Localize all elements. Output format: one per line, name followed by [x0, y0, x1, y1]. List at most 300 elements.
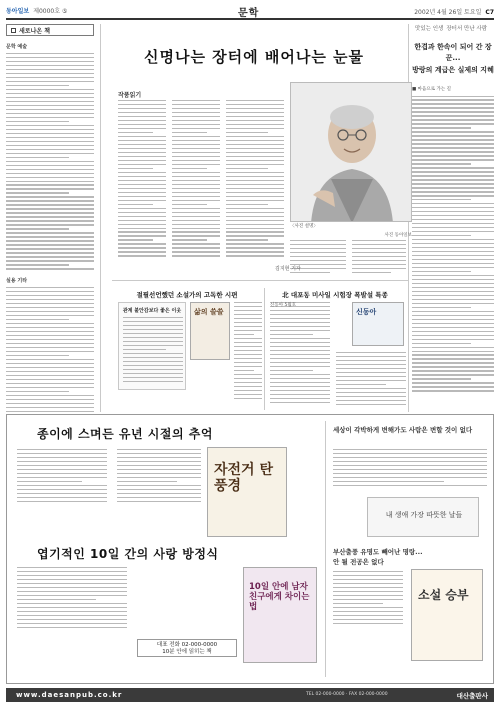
text-line [412, 139, 494, 140]
text-line [336, 356, 406, 357]
text-line [333, 575, 403, 576]
text-line [172, 116, 220, 117]
ad1-text-2 [117, 449, 201, 505]
text-line [226, 112, 284, 113]
text-line [6, 331, 94, 332]
text-line [172, 108, 220, 109]
text-line [6, 260, 94, 261]
text-line [234, 338, 262, 339]
text-line [412, 259, 494, 260]
text-line [118, 156, 166, 157]
text-line [6, 268, 94, 269]
text-line [172, 172, 220, 173]
text-line [412, 279, 494, 280]
text-line [226, 168, 268, 169]
text-line [17, 453, 107, 454]
text-line [412, 123, 494, 124]
issue-number: 제0000호 ⑤ [33, 8, 68, 15]
text-line [6, 216, 94, 217]
text-line [412, 107, 494, 108]
text-line [412, 319, 494, 320]
text-line [123, 349, 166, 350]
text-line [234, 394, 262, 395]
text-line [17, 571, 127, 572]
text-line [172, 104, 220, 105]
row-divider [112, 280, 408, 281]
text-line [226, 172, 284, 173]
text-line [412, 143, 494, 144]
text-line [412, 339, 494, 340]
text-line [118, 116, 166, 117]
text-line [226, 196, 284, 197]
text-line [412, 195, 494, 196]
text-line [172, 220, 220, 221]
text-line [226, 208, 284, 209]
text-line [123, 369, 183, 370]
text-line [226, 148, 284, 149]
text-line [234, 342, 262, 343]
text-line [17, 591, 127, 592]
text-line [270, 346, 330, 347]
text-line [336, 384, 386, 385]
text-line [412, 251, 494, 252]
text-line [118, 140, 166, 141]
text-line [412, 283, 494, 284]
text-line [270, 382, 330, 383]
text-line [352, 268, 406, 269]
text-line [226, 156, 284, 157]
text-line [118, 104, 166, 105]
text-line [352, 248, 406, 249]
text-line [172, 140, 220, 141]
ad-book-cover-1[interactable] [207, 447, 287, 537]
text-line [6, 363, 94, 364]
text-line [172, 144, 220, 145]
text-line [123, 373, 183, 374]
section-title: 문학 [238, 8, 260, 19]
text-line [270, 378, 330, 379]
text-line [17, 579, 127, 580]
text-line [6, 240, 94, 241]
magazine-cover-thumbnail [352, 302, 404, 346]
text-line [118, 120, 166, 121]
text-line [226, 144, 284, 145]
text-line [17, 469, 107, 470]
text-line [6, 311, 94, 312]
sidebox-title: 관계 불안감보다 좋은 이웃 [122, 308, 182, 314]
text-line [412, 167, 494, 168]
text-line [6, 77, 94, 78]
text-line [17, 599, 96, 600]
text-line [333, 599, 403, 600]
text-line [6, 153, 94, 154]
text-line [6, 149, 94, 150]
text-line [226, 231, 284, 232]
text-line [17, 465, 107, 466]
text-line [172, 212, 220, 213]
text-line [6, 137, 94, 138]
text-line [412, 374, 494, 375]
text-line [333, 453, 487, 454]
text-line [118, 208, 166, 209]
text-line [412, 386, 494, 387]
text-line [6, 81, 94, 82]
right-heading-sub: 장터서 만난 사람 [446, 26, 488, 32]
text-line [118, 228, 166, 229]
text-line [234, 366, 262, 367]
text-line [412, 275, 494, 276]
text-line [336, 360, 406, 361]
text-line [336, 352, 406, 353]
text-line [412, 171, 494, 172]
text-line [333, 481, 444, 482]
text-line [17, 567, 127, 568]
text-line [117, 469, 201, 470]
text-line [118, 152, 166, 153]
publisher-tel: TEL 02-000-0000 · FAX 02-000-0000 [306, 692, 388, 697]
ad3-text [333, 449, 487, 491]
text-line [17, 473, 107, 474]
text-line [234, 386, 262, 387]
text-line [6, 133, 94, 134]
middle-left-body [234, 302, 262, 402]
text-line [123, 333, 183, 334]
text-line [6, 69, 94, 70]
middle-sidebox [118, 302, 186, 390]
text-line [6, 335, 94, 336]
text-line [118, 108, 166, 109]
text-line [17, 627, 127, 628]
text-line [17, 485, 107, 486]
sidebox-body [123, 317, 183, 387]
right-column-body [412, 96, 494, 396]
text-line [6, 169, 94, 170]
middle-headline-right: 北 대포동 미사일 시험장 폭발설 특종 [282, 291, 388, 299]
text-line [172, 120, 220, 121]
text-line [333, 449, 487, 450]
text-line [290, 248, 346, 249]
left-column-heading [6, 24, 94, 36]
text-line [412, 235, 471, 236]
text-line [412, 119, 494, 120]
text-line [123, 361, 183, 362]
text-line [6, 173, 94, 174]
text-line [117, 501, 201, 502]
text-line [333, 485, 487, 486]
text-line [118, 204, 153, 205]
text-line [270, 354, 330, 355]
text-line [6, 232, 94, 233]
text-line [6, 264, 69, 265]
text-line [123, 325, 183, 326]
text-line [6, 315, 94, 316]
text-line [412, 255, 494, 256]
ad-book-cover-2[interactable] [243, 567, 317, 663]
text-line [6, 57, 94, 58]
text-line [412, 311, 494, 312]
left-subheading: 문학 예술 [6, 44, 28, 50]
text-line [118, 196, 166, 197]
text-line [172, 243, 220, 244]
text-line [6, 343, 94, 344]
text-line [226, 216, 284, 217]
text-line [226, 120, 284, 121]
text-line [6, 165, 94, 166]
text-line [270, 398, 330, 399]
text-line [234, 398, 262, 399]
text-line [352, 240, 406, 241]
text-line [270, 326, 330, 327]
ad-book-banner-3[interactable] [367, 497, 479, 537]
text-line [234, 358, 262, 359]
text-line [234, 318, 262, 319]
text-line [270, 366, 330, 367]
right-heading-text: 맛있는 인생 [415, 26, 444, 32]
text-line [412, 382, 494, 383]
text-line [412, 239, 494, 240]
ad-book-cover-4[interactable] [411, 569, 483, 661]
text-line [336, 364, 406, 365]
text-line [333, 465, 487, 466]
text-line [6, 252, 94, 253]
text-line [226, 132, 268, 133]
text-line [118, 235, 166, 236]
text-line [336, 380, 406, 381]
text-line [270, 374, 330, 375]
text-line [234, 370, 254, 371]
text-line [118, 160, 166, 161]
text-line [226, 212, 284, 213]
text-line [17, 449, 107, 450]
text-line [118, 132, 153, 133]
text-line [234, 354, 262, 355]
text-line [6, 53, 94, 54]
text-line [270, 318, 330, 319]
text-line [6, 399, 94, 400]
ad-right-headline-1: 세상이 각박하게 변해가도 사람은 변할 것이 없다 [333, 426, 473, 434]
text-line [172, 176, 220, 177]
text-line [117, 489, 201, 490]
text-line [412, 183, 494, 184]
text-line [412, 331, 494, 332]
publisher-footer [6, 688, 494, 702]
text-line [118, 100, 166, 101]
text-line [412, 366, 494, 367]
text-line [412, 175, 494, 176]
text-line [123, 357, 183, 358]
text-line [118, 188, 166, 189]
ad-divider [325, 421, 326, 677]
text-line [117, 457, 201, 458]
left-body-text [6, 53, 94, 273]
text-line [226, 235, 284, 236]
text-line [6, 307, 94, 308]
text-line [6, 347, 94, 348]
text-line [412, 295, 494, 296]
text-line [6, 248, 94, 249]
ad-headline-2: 엽기적인 10일 간의 사랑 방정식 [37, 547, 219, 561]
text-line [290, 252, 346, 253]
text-line [172, 200, 220, 201]
text-line [6, 287, 94, 288]
text-line [412, 231, 494, 232]
text-line [226, 180, 284, 181]
text-line [117, 453, 201, 454]
text-line [172, 235, 220, 236]
text-line [270, 390, 330, 391]
text-line [270, 334, 313, 335]
text-line [17, 583, 127, 584]
text-line [6, 141, 94, 142]
text-line [123, 377, 183, 378]
text-line [270, 362, 330, 363]
article-title: 신명나는 장터에 배어나는 눈물 [143, 48, 365, 66]
text-line [333, 579, 403, 580]
text-line [17, 619, 127, 620]
text-line [234, 330, 262, 331]
text-line [412, 179, 494, 180]
text-line [118, 239, 153, 240]
text-line [6, 411, 94, 412]
left-heading-text: 새로나온 책 [19, 27, 51, 35]
text-line [226, 251, 284, 252]
right-column [412, 24, 494, 396]
book-cover-thumbnail [190, 302, 230, 360]
magazine-cover-title: 신동아 [356, 308, 377, 316]
text-line [6, 93, 94, 94]
text-line [6, 125, 94, 126]
text-line [234, 374, 262, 375]
ad2-text [17, 567, 127, 631]
publisher-url[interactable]: www.daesanpub.co.kr [16, 691, 123, 699]
advertisement-block [6, 414, 494, 684]
text-line [6, 85, 69, 86]
column-divider [100, 24, 101, 412]
text-line [172, 180, 220, 181]
text-line [226, 108, 284, 109]
text-line [172, 160, 220, 161]
page-header [6, 4, 494, 20]
left-column [6, 24, 94, 412]
text-line [118, 172, 166, 173]
middle-right-body [270, 302, 330, 408]
text-line [172, 156, 220, 157]
article-body-col3 [226, 100, 284, 260]
header-left [6, 6, 67, 15]
text-line [123, 317, 183, 318]
text-line [17, 461, 107, 462]
text-line [6, 339, 94, 340]
text-line [226, 104, 284, 105]
page-number: C7 [485, 9, 494, 16]
text-line [290, 244, 346, 245]
text-line [336, 376, 406, 377]
text-line [172, 192, 220, 193]
text-line [6, 105, 94, 106]
text-line [172, 204, 207, 205]
text-line [172, 112, 220, 113]
text-line [234, 346, 262, 347]
ad-book-caption-3: 내 생애 가장 따뜻한 날들 [385, 511, 463, 519]
text-line [6, 379, 94, 380]
text-line [412, 111, 494, 112]
text-line [172, 216, 220, 217]
text-line [336, 368, 406, 369]
ad-right-headline-2: 부산출풍 유명도 빼어난 명랑... [333, 548, 423, 556]
column-divider [264, 288, 265, 410]
text-line [333, 619, 403, 620]
text-line [412, 323, 494, 324]
text-line [412, 315, 494, 316]
left-body-text-2 [6, 287, 94, 415]
text-line [172, 152, 220, 153]
text-line [412, 263, 494, 264]
text-line [226, 224, 284, 225]
ad1-text [17, 449, 107, 505]
text-line [6, 161, 94, 162]
text-line [17, 587, 127, 588]
text-line [333, 457, 487, 458]
text-line [17, 575, 127, 576]
text-line [172, 128, 220, 129]
text-line [6, 97, 94, 98]
text-line [234, 378, 262, 379]
text-line [6, 371, 94, 372]
text-line [123, 381, 183, 382]
text-line [412, 155, 494, 156]
ad4-text [333, 571, 403, 627]
text-line [412, 135, 494, 136]
text-line [336, 372, 406, 373]
text-line [412, 271, 471, 272]
text-line [333, 473, 487, 474]
text-line [333, 615, 403, 616]
text-line [226, 243, 284, 244]
text-line [117, 497, 201, 498]
publisher-name: 대산출판사 [456, 692, 488, 700]
text-line [6, 117, 94, 118]
text-line [6, 299, 94, 300]
text-line [412, 127, 471, 128]
text-line [412, 96, 494, 97]
text-line [172, 124, 220, 125]
ad-right-headline-2b: 안 될 전공은 없다 [333, 558, 384, 566]
left-subheading-2: 실용 기타 [6, 278, 28, 284]
text-line [333, 461, 487, 462]
text-line [412, 187, 494, 188]
text-line [172, 208, 220, 209]
text-line [17, 457, 107, 458]
article-body-col5 [352, 240, 406, 276]
text-line [6, 391, 69, 392]
text-line [6, 157, 69, 158]
text-line [172, 224, 220, 225]
text-line [17, 623, 127, 624]
text-line [172, 228, 220, 229]
text-line [118, 243, 166, 244]
text-line [118, 251, 166, 252]
text-line [226, 184, 284, 185]
text-line [6, 407, 94, 408]
text-line [412, 131, 494, 132]
checkbox-icon [11, 28, 16, 33]
text-line [6, 387, 94, 388]
text-line [412, 378, 471, 379]
text-line [118, 255, 166, 256]
text-line [172, 247, 220, 248]
text-line [118, 200, 166, 201]
text-line [6, 256, 94, 257]
